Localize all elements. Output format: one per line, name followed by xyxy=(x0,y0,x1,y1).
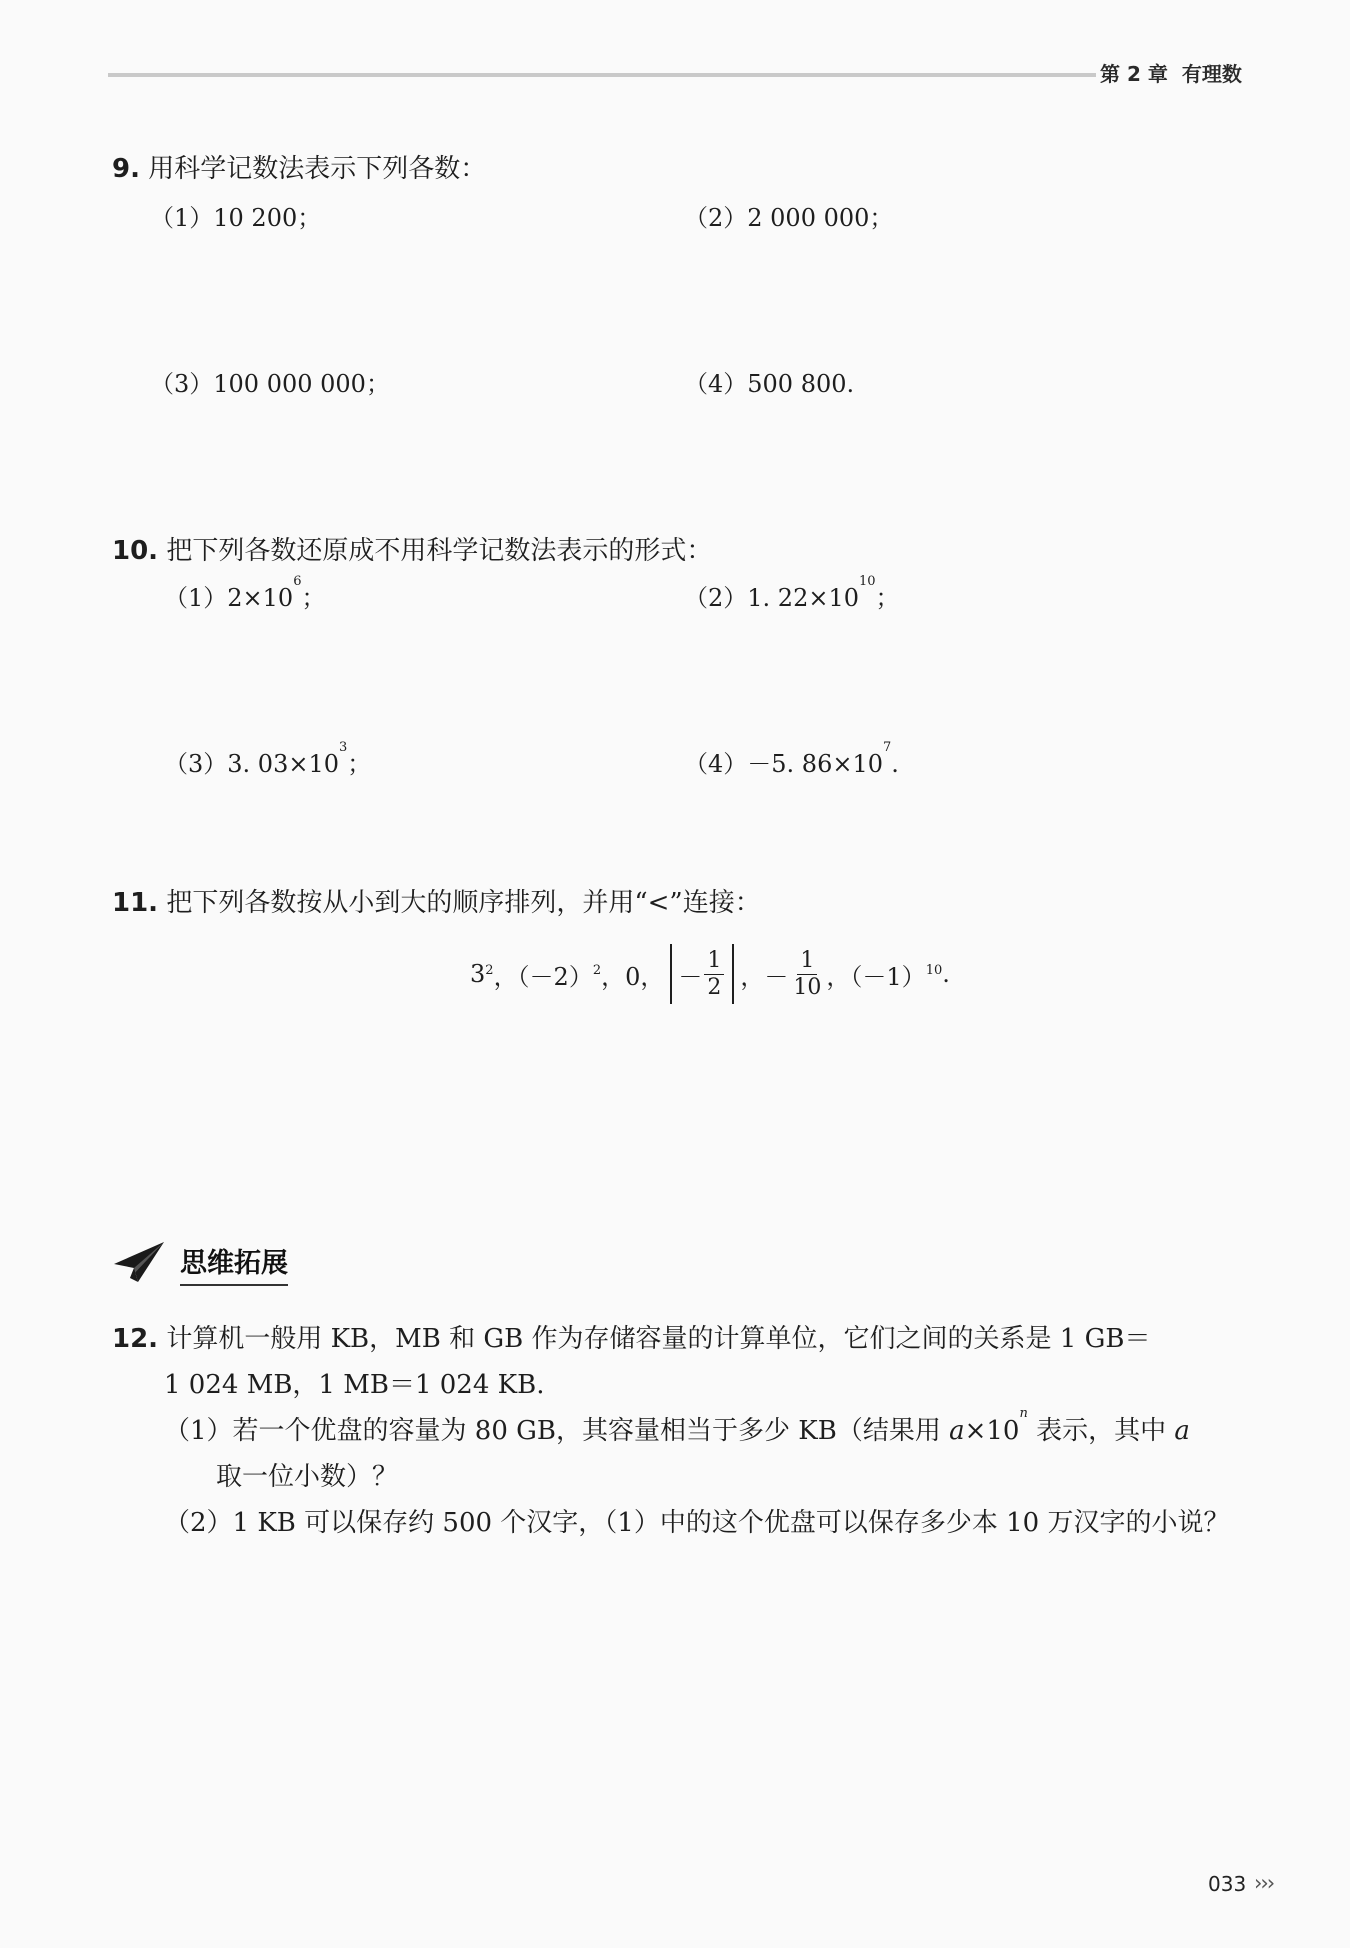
question-11-prompt xyxy=(112,882,761,919)
fraction-one-half: $\frac{1}{2}$ xyxy=(704,948,724,1001)
question-number: 11. xyxy=(112,888,159,918)
q9-item-2: （2）2 000 000； xyxy=(684,204,894,232)
chapter-title: 有理数 xyxy=(1181,62,1242,86)
chapter-label: 第 2 章 xyxy=(1100,62,1168,86)
q12-subquestion-1-cont: 取一位小数）？ xyxy=(216,1462,399,1492)
q9-item-4: （4）500 800. xyxy=(684,370,855,398)
question-number: 12. xyxy=(112,1324,159,1354)
q12-subquestion-2: （2）1 KB 可以保存约 500 个汉字，（1）中的这个优盘可以保存多少本 10 万汉字的小说？ xyxy=(164,1508,1230,1538)
question-text: 用科学记数法表示下列各数： xyxy=(148,154,487,184)
header-rule xyxy=(108,73,1096,77)
question-12-line-2: 1 024 MB，1 MB＝1 024 KB. xyxy=(164,1370,545,1400)
question-number: 10. xyxy=(112,536,159,566)
section-title: 思维拓展 xyxy=(180,1241,288,1286)
question-text: 把下列各数还原成不用科学记数法表示的形式： xyxy=(166,536,713,566)
q10-item-2: （2）1. $22\times 10^{10}$； xyxy=(684,574,900,612)
q9-item-3: （3）100 000 000； xyxy=(150,370,390,398)
running-header xyxy=(1100,58,1242,87)
question-10-prompt xyxy=(112,530,712,567)
question-text: 把下列各数按从小到大的顺序排列，并用“<”连接： xyxy=(166,888,761,918)
chevron-right-icon: ››› xyxy=(1254,1871,1274,1895)
q12-subquestion-1: （1）若一个优盘的容量为 80 GB，其容量相当于多少 KB（结果用 $a\times 10^n$ 表示，其中 a xyxy=(164,1406,1190,1446)
q10-item-1: $(1)2\times 10^6$； xyxy=(164,574,326,612)
section-header xyxy=(112,1238,288,1288)
paper-plane-icon xyxy=(112,1238,166,1288)
absolute-value-bar-left xyxy=(670,944,672,1004)
q11-number-list: 3 $^2$ ，（－2） $^2$ ，0， － $\frac{1}{2}$ ，－ $\frac{1}{10}$ ，（－1） $^{10}$ . xyxy=(470,944,950,1004)
page-number: 033 xyxy=(1208,1872,1247,1896)
q10-item-3: （3）3. $03\times 10^3$； xyxy=(164,740,372,778)
question-12-line-1 xyxy=(112,1318,1150,1355)
question-number: 9. xyxy=(112,154,140,184)
question-text: 计算机一般用 KB，MB 和 GB 作为存储容量的计算单位，它们之间的关系是 1 GB＝ xyxy=(166,1324,1151,1354)
q10-item-4: （4）－5. $86\times 10^7$. xyxy=(684,740,899,778)
fraction-one-tenth: $\frac{1}{10}$ xyxy=(793,947,822,1000)
absolute-value-bar-right xyxy=(732,944,734,1004)
question-9-prompt xyxy=(112,148,486,185)
q9-item-1: （1）10 200； xyxy=(150,204,322,232)
